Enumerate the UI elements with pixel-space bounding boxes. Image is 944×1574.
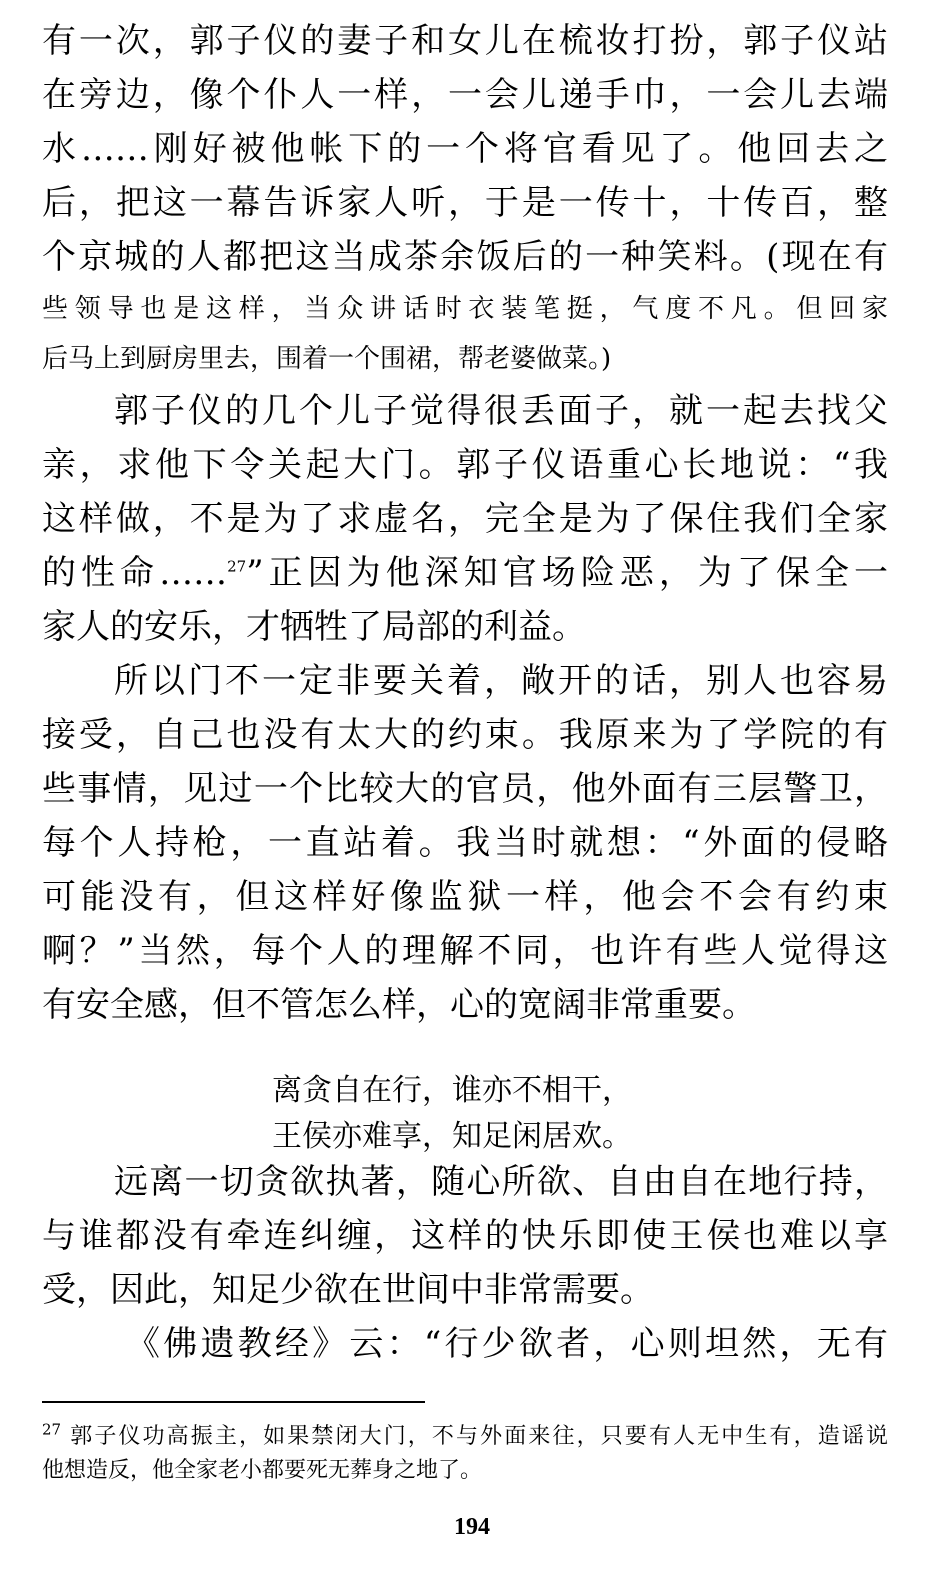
text-line: 可能没有，但这样好像监狱一样，他会不会有约束 [42, 877, 888, 917]
main-text [42, 14, 888, 1032]
text-line: 水……刚好被他帐下的一个将官看见了。他回去之 [42, 129, 888, 169]
commentary-line: 后马上到厨房里去，围着一个围裙，帮老婆做菜。) [42, 344, 612, 374]
text-segment: ”正因为他深知官场险恶，为了保全一 [246, 553, 889, 593]
text-line: 受，因此，知足少欲在世间中非常需要。 [42, 1270, 654, 1310]
footnote-ref: 27 [227, 557, 247, 576]
page-number: 194 [454, 1514, 490, 1540]
text-line: 些事情，见过一个比较大的官员，他外面有三层警卫， [42, 769, 888, 809]
text-line: 个京城的人都把这当成茶余饭后的一种笑料。(现在有 [42, 237, 888, 277]
footnote-number: 27 [42, 1420, 62, 1439]
footnote-divider [42, 1401, 425, 1403]
main-text-continued [42, 1155, 888, 1371]
text-line: 所以门不一定非要关着，敞开的话，别人也容易 [114, 661, 888, 701]
commentary-line: 些领导也是这样，当众讲话时衣装笔挺，气度不凡。但回家 [42, 294, 888, 324]
text-line: 有一次，郭子仪的妻子和女儿在梳妆打扮，郭子仪站 [42, 21, 888, 61]
text-line: 郭子仪的几个儿子觉得很丢面子，就一起去找父 [114, 391, 888, 431]
footnote-text: 郭子仪功高振主，如果禁闭大门，不与外面来往，只要有人无中生有，造谣说 [70, 1424, 888, 1449]
text-line: 与谁都没有牵连纠缠，这样的快乐即使王侯也难以享 [42, 1216, 888, 1256]
text-line: 后，把这一幕告诉家人听，于是一传十，十传百，整 [42, 183, 888, 223]
verse-line: 离贪自在行，谁亦不相干， [272, 1073, 632, 1108]
text-line: 每个人持枪，一直站着。我当时就想：“外面的侵略 [42, 823, 888, 863]
text-line: 这样做，不是为了求虚名，完全是为了保住我们全家 [42, 499, 888, 539]
text-line: 家人的安乐，才牺牲了局部的利益。 [42, 607, 586, 647]
footnote [42, 1420, 888, 1488]
text-segment: 的性命…… [42, 553, 228, 593]
footnote-line [42, 1420, 888, 1454]
text-line: 《佛遗教经》云：“行少欲者，心则坦然，无有 [126, 1324, 888, 1364]
text-line: 接受，自己也没有太大的约束。我原来为了学院的有 [42, 715, 888, 755]
text-line: 在旁边，像个仆人一样，一会儿递手巾，一会儿去端 [42, 75, 888, 115]
text-line-with-footnote-ref [42, 546, 888, 600]
text-line: 远离一切贪欲执著，随心所欲、自由自在地行持， [114, 1162, 888, 1202]
text-line: 亲，求他下令关起大门。郭子仪语重心长地说：“我 [42, 445, 888, 485]
text-line: 有安全感，但不管怎么样，心的宽阔非常重要。 [42, 985, 756, 1025]
footnote-line: 他想造反，他全家老小都要死无葬身之地了。 [42, 1458, 483, 1483]
verse-line: 王侯亦难享，知足闲居欢。 [272, 1119, 632, 1154]
verse-block [272, 1068, 692, 1160]
text-line: 啊？”当然，每个人的理解不同，也许有些人觉得这 [42, 931, 888, 971]
